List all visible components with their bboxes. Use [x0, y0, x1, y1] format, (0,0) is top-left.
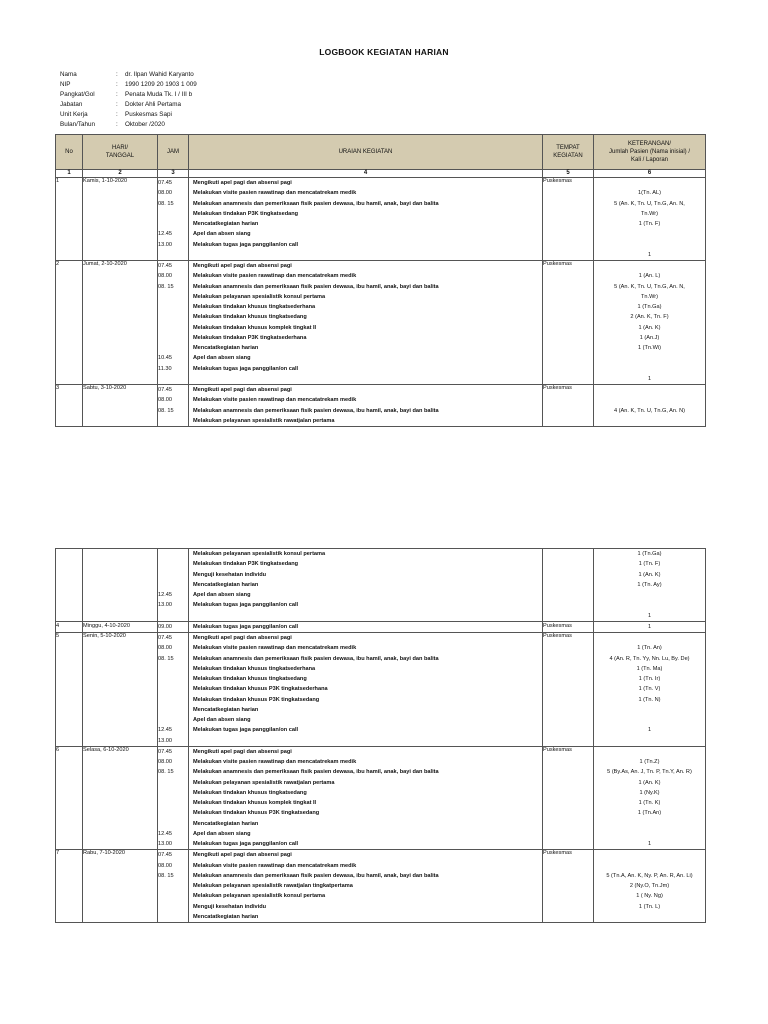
- row-remarks: [594, 621, 706, 632]
- time-value: 07.45: [158, 852, 172, 859]
- activity-item: Mengikuti apel pagi dan absensi pagi: [193, 180, 292, 186]
- time-value: 13.00: [158, 602, 172, 609]
- time-value: 08. 15: [158, 655, 174, 662]
- time-value: [158, 323, 188, 333]
- remark-item: 1 (Tn. F): [638, 221, 661, 227]
- row-remarks: [594, 549, 706, 622]
- header-jam: JAM: [158, 135, 189, 170]
- info-row-nama: [60, 70, 197, 80]
- remark-item: [594, 600, 705, 610]
- time-value: [158, 302, 188, 312]
- header-place: [543, 135, 594, 170]
- info-colon: :: [116, 81, 118, 88]
- info-label: Jabatan: [60, 101, 83, 108]
- time-value: 08.00: [158, 397, 172, 404]
- remark-item: 1 (Tn. An): [637, 645, 662, 652]
- time-value: 08. 15: [158, 769, 174, 776]
- activity-item: Melakukan pelayanan spesialistik rawatjalan pertama: [193, 779, 335, 786]
- time-value: [158, 209, 188, 219]
- remark-item: 2 (Ny.O, Tn.Jm): [629, 883, 670, 889]
- header-day: [83, 135, 158, 170]
- row-date: [83, 549, 158, 622]
- remark-item: [594, 705, 705, 715]
- remark-item: 1 ( Ny. Ng): [636, 893, 663, 900]
- logbook-table-page-2: [55, 548, 706, 923]
- remark-item: [594, 819, 705, 829]
- row-date: Rabu, 7-10-2020: [83, 850, 158, 923]
- remark-item: 2 (An. K, Tn. F): [630, 314, 669, 321]
- row-times: [158, 633, 189, 747]
- row-place: Puskesmas: [543, 261, 594, 385]
- remark-item: 1 (Tn.An): [637, 810, 662, 817]
- activity-item: Melakukan tindakan P3K tingkatsederhana: [193, 334, 307, 341]
- header-activity: URAIAN KEGIATAN: [189, 135, 543, 170]
- row-number: 2: [56, 261, 83, 385]
- remark-item: 1 (An.J): [639, 334, 660, 341]
- remark-item: 1 (Tn. Ir): [638, 676, 661, 682]
- activity-item: Apel dan absen siang: [193, 717, 251, 723]
- time-value: 08. 15: [158, 200, 174, 207]
- activity-item: Melakukan tindakan khusus P3K tingkatsedang: [193, 696, 320, 703]
- header-place-line-1: TEMPAT: [556, 145, 580, 151]
- activity-item: Melakukan tugas jaga panggilan/on call: [193, 241, 299, 248]
- row-times: [158, 549, 189, 622]
- time-value: 07.45: [158, 180, 172, 186]
- time-value: [158, 695, 188, 705]
- logbook-table-page-1: [55, 134, 706, 427]
- info-label: NIP: [60, 81, 71, 88]
- table-row: [56, 178, 706, 261]
- header-day-line-2: TANGGAL: [105, 153, 135, 159]
- activity-item: Apel dan absen siang: [193, 592, 251, 598]
- info-value: 1990 1209 20 1903 1 009: [125, 81, 197, 88]
- remark-item: 1 (Ny.K): [639, 789, 660, 796]
- activity-item: Melakukan visite pasien rawatinap dan mencatatrekam medik: [193, 190, 357, 197]
- remark-item: [594, 395, 705, 405]
- remark-item: 5 (By.As, An. J, Tn. P, Tn.Y, An. R): [607, 769, 692, 776]
- row-remarks: [594, 633, 706, 747]
- time-value: 08.00: [158, 190, 172, 197]
- info-label: Bulan/Tahun: [60, 121, 96, 128]
- time-value: [158, 891, 188, 901]
- activity-item: Menguji kesehatan individu: [193, 903, 267, 910]
- remark-item: 1 (Tn. Ay): [637, 581, 662, 588]
- activity-item: Melakukan anamnesis dan pemeriksaan fisik pasien dewasa, ibu hamil, anak, bayi dan balita: [193, 655, 439, 662]
- remark-item: 1(Tn. AL): [637, 190, 661, 197]
- remark-item: Tn.Wr): [641, 210, 658, 217]
- row-number: 5: [56, 633, 83, 747]
- activity-item: Melakukan tindakan khusus tingkatsedang: [193, 676, 307, 682]
- time-value: [158, 292, 188, 302]
- row-number: 1: [56, 178, 83, 261]
- row-date: Minggu, 4-10-2020: [83, 621, 158, 632]
- row-number: 4: [56, 621, 83, 632]
- header-ket: [594, 135, 706, 170]
- row-place: Puskesmas: [543, 621, 594, 632]
- info-row-nip: [60, 80, 197, 90]
- time-value: 08. 15: [158, 283, 174, 290]
- activity-item: Melakukan visite pasien rawatinap dan mencatatrekam medik: [193, 397, 357, 404]
- remark-item: 1 (An. L): [638, 273, 661, 280]
- info-colon: :: [116, 71, 118, 78]
- activity-item: Mencatatkegiatan harian: [193, 221, 259, 227]
- row-date: Kamis, 1-10-2020: [83, 178, 158, 261]
- header-no: No: [56, 135, 83, 170]
- row-activities: [189, 850, 543, 923]
- activity-item: Mengikuti apel pagi dan absensi pagi: [193, 748, 292, 755]
- row-number: 6: [56, 746, 83, 850]
- time-value: [158, 808, 188, 818]
- header-place-line-2: KEGIATAN: [553, 153, 583, 159]
- activity-item: Melakukan tugas jaga panggilan/on call: [193, 365, 299, 372]
- time-value: 07.45: [158, 635, 172, 641]
- remark-item: [594, 240, 705, 250]
- time-value: [158, 912, 188, 922]
- table-row: [56, 633, 706, 747]
- activity-item: Melakukan anamnesis dan pemeriksaan fisik pasien dewasa, ibu hamil, anak, bayi dan balita: [193, 769, 439, 776]
- info-colon: :: [116, 101, 118, 108]
- remark-item: 1 (Tn.Wi): [638, 345, 661, 351]
- activity-item: Mengikuti apel pagi dan absensi pagi: [193, 263, 292, 269]
- row-date: Selasa, 6-10-2020: [83, 746, 158, 850]
- remark-item: 1 (Tn.Ga): [637, 304, 662, 310]
- info-colon: :: [116, 91, 118, 98]
- header-ket-line-3: Kali / Laporan: [630, 157, 669, 163]
- remark-item: 1: [647, 623, 652, 630]
- activity-item: Melakukan tindakan khusus tingkatsederhana: [193, 304, 316, 310]
- remark-item: 1 (Tn. L): [638, 903, 661, 910]
- info-label: Unit Kerja: [60, 111, 88, 118]
- row-activities: [189, 261, 543, 385]
- time-value: [158, 559, 188, 569]
- activity-item: Melakukan pelayanan spesialistik konsul pertama: [193, 293, 326, 300]
- time-value: 13.00: [158, 737, 172, 744]
- row-remarks: [594, 746, 706, 850]
- header-ket-line-1: KETERANGAN/: [627, 141, 671, 147]
- row-activities: [189, 621, 543, 632]
- activity-item: Mengikuti apel pagi dan absensi pagi: [193, 635, 292, 641]
- row-date: Jumat, 2-10-2020: [83, 261, 158, 385]
- remark-item: [594, 633, 705, 643]
- activity-item: Melakukan visite pasien rawatinap dan mencatatrekam medik: [193, 862, 357, 869]
- info-row-jabatan: [60, 100, 197, 110]
- row-times: [158, 385, 189, 427]
- activity-item: Mengikuti apel pagi dan absensi pagi: [193, 387, 292, 393]
- remark-item: 1 (An. K): [638, 779, 661, 786]
- info-value: dr. Ilpan Wahid Karyanto: [125, 71, 194, 78]
- column-number-row: [56, 170, 706, 178]
- row-number: [56, 549, 83, 622]
- info-label: Nama: [60, 71, 77, 78]
- info-label: Pangkat/Gol: [60, 91, 95, 98]
- time-value: 08.00: [158, 645, 172, 652]
- info-value: Penata Muda Tk. I / III b: [125, 91, 193, 98]
- time-value: 12.45: [158, 727, 172, 734]
- remark-item: 5 (An. K, Tn. U, Tn.G, An. N,: [614, 283, 685, 290]
- activity-item: Melakukan tindakan P3K tingkatsedang: [193, 210, 299, 217]
- time-value: 08.00: [158, 862, 172, 869]
- row-number: 3: [56, 385, 83, 427]
- remark-item: 1 (Tn. Ma): [636, 665, 663, 672]
- header-ket-line-2: Jumlah Pasien (Nama inisial) /: [608, 149, 691, 155]
- time-value: 12.45: [158, 592, 172, 598]
- remark-item: 1 (An. K): [638, 571, 661, 578]
- activity-item: Melakukan tugas jaga panggilan/on call: [193, 727, 299, 734]
- activity-item: Melakukan tindakan khusus tingkatsedang: [193, 314, 307, 321]
- time-value: [158, 580, 188, 590]
- time-value: [158, 798, 188, 808]
- column-number: 5: [543, 170, 594, 178]
- time-value: [158, 343, 188, 353]
- time-value: 07.45: [158, 263, 172, 269]
- remark-item: 1: [647, 375, 652, 382]
- activity-item: Mencatatkegiatan harian: [193, 913, 259, 920]
- table-row: [56, 746, 706, 850]
- time-value: 12.45: [158, 830, 172, 837]
- row-times: [158, 850, 189, 923]
- row-place: Puskesmas: [543, 746, 594, 850]
- table-row: [56, 549, 706, 622]
- time-value: 13.00: [158, 241, 172, 248]
- activity-item: Mencatatkegiatan harian: [193, 581, 259, 588]
- row-times: [158, 746, 189, 850]
- time-value: 07.45: [158, 387, 172, 393]
- row-activities: [189, 746, 543, 850]
- row-times: [158, 178, 189, 261]
- employee-info: [60, 70, 197, 130]
- column-number: 6: [594, 170, 706, 178]
- row-times: [158, 621, 189, 632]
- activity-item: Melakukan tindakan khusus komplek tingkat II: [193, 324, 317, 331]
- remark-item: 4 (An. R, Tn. Yy, Nn. Lu, By. De): [609, 655, 690, 662]
- row-activities: [189, 178, 543, 261]
- time-value: 08. 15: [158, 872, 174, 879]
- time-value: 07.45: [158, 748, 172, 755]
- time-value: [158, 570, 188, 580]
- activity-item: Melakukan tindakan P3K tingkatsedang: [193, 561, 299, 568]
- time-value: [158, 664, 188, 674]
- time-value: [158, 219, 188, 229]
- remark-item: 4 (An. K, Tn. U, Tn.G, An. N): [614, 407, 685, 414]
- info-value: Oktober /2020: [125, 121, 165, 128]
- row-place: [543, 549, 594, 622]
- table-row: [56, 850, 706, 923]
- activity-item: Melakukan visite pasien rawatinap dan mencatatrekam medik: [193, 759, 357, 765]
- activity-item: Melakukan tindakan khusus P3K tingkatsedang: [193, 810, 320, 817]
- activity-item: Melakukan anamnesis dan pemeriksaan fisik pasien dewasa, ibu hamil, anak, bayi dan balita: [193, 200, 439, 207]
- remark-item: 1: [647, 727, 652, 734]
- time-value: [158, 778, 188, 788]
- row-remarks: [594, 850, 706, 923]
- activity-item: Apel dan absen siang: [193, 355, 251, 362]
- time-value: 08.00: [158, 759, 172, 765]
- remark-item: 1 (An. K): [638, 324, 661, 331]
- activity-item: Melakukan pelayanan spesialistik konsul pertama: [193, 893, 326, 900]
- activity-item: Melakukan anamnesis dan pemeriksaan fisik pasien dewasa, ibu hamil, anak, bayi dan balita: [193, 407, 439, 414]
- activity-item: Mencatatkegiatan harian: [193, 706, 259, 713]
- time-value: [158, 684, 188, 694]
- activity-item: Melakukan pelayanan spesialistik rawatjalan pertama: [193, 417, 335, 424]
- remark-item: 1: [647, 841, 652, 847]
- activity-item: Melakukan visite pasien rawatinap dan mencatatrekam medik: [193, 273, 357, 280]
- remark-item: [594, 747, 705, 757]
- row-times: [158, 261, 189, 385]
- row-activities: [189, 633, 543, 747]
- activity-item: Menguji kesehatan individu: [193, 571, 267, 578]
- activity-item: Melakukan tugas jaga panggilan/on call: [193, 602, 299, 609]
- remark-item: [594, 178, 705, 188]
- row-place: Puskesmas: [543, 178, 594, 261]
- time-value: [158, 674, 188, 684]
- time-value: [158, 312, 188, 322]
- row-date: Sabtu, 3-10-2020: [83, 385, 158, 427]
- activity-item: Mencatatkegiatan harian: [193, 820, 259, 827]
- time-value: [158, 788, 188, 798]
- row-activities: [189, 385, 543, 427]
- row-remarks: [594, 178, 706, 261]
- remark-item: 1: [647, 612, 652, 619]
- activity-item: Melakukan tindakan khusus tingkatsedang: [193, 789, 307, 796]
- info-colon: :: [116, 111, 118, 118]
- row-place: Puskesmas: [543, 850, 594, 923]
- remark-item: Tn.Wr): [641, 293, 658, 300]
- row-remarks: [594, 385, 706, 427]
- time-value: 10.45: [158, 355, 172, 362]
- row-number: 7: [56, 850, 83, 923]
- remark-item: [594, 912, 705, 922]
- info-row-pangkat: [60, 90, 197, 100]
- time-value: 12.45: [158, 231, 172, 238]
- info-value: Puskesmas Sapi: [125, 111, 172, 118]
- table-header-row: [56, 135, 706, 170]
- activity-item: Melakukan tugas jaga panggilan/on call: [193, 841, 299, 847]
- time-value: [158, 819, 188, 829]
- info-row-bulan-tahun: [60, 120, 197, 130]
- time-value: [158, 416, 188, 426]
- activity-item: Melakukan tindakan khusus tingkatsederhana: [193, 665, 316, 672]
- activity-item: Mencatatkegiatan harian: [193, 345, 259, 351]
- header-day-line-1: HARI/: [111, 145, 128, 151]
- remark-item: [594, 861, 705, 871]
- remark-item: 1 (Tn. F): [638, 561, 661, 568]
- table-row: [56, 261, 706, 385]
- activity-item: Mengikuti apel pagi dan absensi pagi: [193, 852, 292, 859]
- activity-item: Melakukan pelayanan spesialistik rawatjalan tingkatpertama: [193, 883, 353, 889]
- time-value: [158, 715, 188, 725]
- remark-item: 1 (Tn. V): [638, 686, 661, 693]
- remark-item: [594, 715, 705, 725]
- table-row: [56, 385, 706, 427]
- row-date: Senin, 5-10-2020: [83, 633, 158, 747]
- time-value: 11.30: [158, 365, 172, 372]
- column-number: 4: [189, 170, 543, 178]
- column-number: 3: [158, 170, 189, 178]
- time-value: [158, 902, 188, 912]
- remark-item: 1 (Tn.Z): [639, 759, 660, 765]
- row-remarks: [594, 261, 706, 385]
- remark-item: [594, 261, 705, 271]
- remark-item: 5 (An. K, Tn. U, Tn.G, An. N,: [614, 200, 685, 207]
- remark-item: 1 (Tn.Ga): [637, 551, 662, 557]
- activity-item: Melakukan tindakan khusus komplek tingkat II: [193, 800, 317, 806]
- activity-item: Melakukan tugas jaga panggilan/on call: [193, 623, 299, 630]
- page-title: LOGBOOK KEGIATAN HARIAN: [319, 47, 449, 57]
- time-value: [158, 549, 188, 559]
- time-value: [158, 881, 188, 891]
- remark-item: [594, 364, 705, 374]
- table-row: [56, 621, 706, 632]
- activity-item: Melakukan tindakan khusus P3K tingkatsederhana: [193, 686, 328, 693]
- column-number: 1: [56, 170, 83, 178]
- row-place: Puskesmas: [543, 633, 594, 747]
- time-value: 08.00: [158, 273, 172, 280]
- activity-item: Apel dan absen siang: [193, 830, 251, 837]
- row-activities: [189, 549, 543, 622]
- remark-item: [594, 385, 705, 395]
- activity-item: Melakukan anamnesis dan pemeriksaan fisik pasien dewasa, ibu hamil, anak, bayi dan balita: [193, 872, 439, 879]
- remark-item: 1 (Tn. K): [638, 800, 661, 806]
- remark-item: 1 (Tn. N): [638, 696, 661, 703]
- activity-item: Apel dan absen siang: [193, 231, 251, 238]
- remark-item: [594, 850, 705, 860]
- activity-item: Melakukan anamnesis dan pemeriksaan fisik pasien dewasa, ibu hamil, anak, bayi dan balita: [193, 283, 439, 290]
- remark-item: [594, 229, 705, 239]
- activity-item: Melakukan visite pasien rawatinap dan mencatatrekam medik: [193, 645, 357, 652]
- row-place: Puskesmas: [543, 385, 594, 427]
- remark-item: [594, 590, 705, 600]
- remark-item: [594, 829, 705, 839]
- remark-item: [594, 416, 705, 426]
- time-value: 09.00: [158, 623, 172, 630]
- remark-item: 1: [647, 251, 652, 258]
- info-row-unit-kerja: [60, 110, 197, 120]
- time-value: 08. 15: [158, 407, 174, 414]
- activity-item: Melakukan pelayanan spesialistik konsul pertama: [193, 551, 326, 557]
- info-value: Dokter Ahli Pertama: [125, 101, 181, 108]
- time-value: [158, 705, 188, 715]
- column-number: 2: [83, 170, 158, 178]
- remark-item: [594, 353, 705, 363]
- time-value: [158, 333, 188, 343]
- info-colon: :: [116, 121, 118, 128]
- remark-item: 5 (Tn.A, An. K, Ny. P, An. R, An. Li): [606, 872, 693, 879]
- time-value: 13.00: [158, 841, 172, 847]
